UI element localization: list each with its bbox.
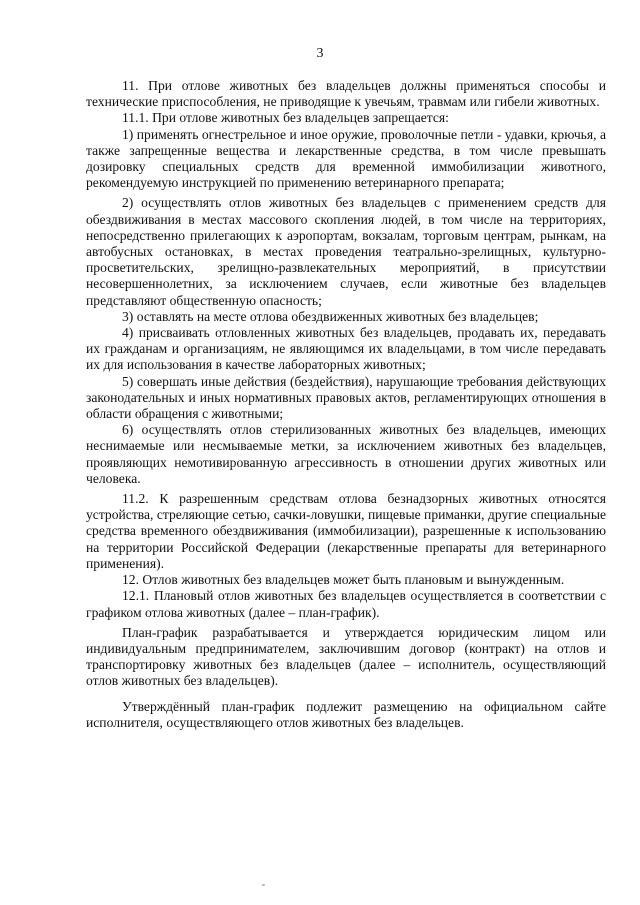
prohibition-item-3: 3) оставлять на месте отлова обездвиженных животных без владельцев;: [122, 308, 539, 324]
paragraph-11-2: 11.2. К разрешенным средствам отлова безнадзорных животных относятся устройства, стреляющие сетью, сачки-ловушки, пищевые приманки, другие специальные средства временного обездвиживания (иммобилизации), разрешенные к использованию на территории Российской Федерации (лекарственные препараты для ветеринарного применения).: [86, 491, 606, 571]
document-body: [86, 78, 606, 731]
plan-schedule-publication-paragraph: Утверждённый план-график подлежит размещению на официальном сайте исполнителя, осуществляющего отлов животных без владельцев.: [86, 698, 606, 730]
prohibition-item-2: 2) осуществлять отлов животных без владельцев с применением средств для обездвиживания в местах массового скопления людей, в том числе на территориях, непосредственно прилегающих к аэропортам, вокзалам, торговым центрам, рынкам, на автобусных остановках, в местах проведения театрально-зрелищных, культурно-просветительских, зрелищно-развлекательных мероприятий, в присутствии несовершеннолетних, за исключением случаев, если животные без владельцев представляют общественную опасность;: [86, 195, 606, 308]
scan-speck: [262, 884, 265, 886]
paragraph-12: 12. Отлов животных без владельцев может быть плановым и вынужденным.: [122, 572, 565, 588]
plan-schedule-paragraph: План-график разрабатывается и утверждается юридическим лицом или индивидуальным предпринимателем, заключившим договор (контракт) на отлов и транспортировку животных без владельцев (далее – исполнитель, осуществляющий отлов животных без владельцев).: [86, 624, 606, 689]
paragraph-11: 11. При отлове животных без владельцев должны применяться способы и технические приспособления, не приводящие к увечьям, травмам или гибели животных.: [86, 78, 606, 110]
prohibition-item-4: 4) присваивать отловленных животных без владельцев, продавать их, передавать их гражданам и организациям, не являющимся их владельцами, в том числе передавать их для использования в качестве лабораторных животных;: [86, 325, 606, 373]
page-number: 3: [316, 46, 324, 61]
paragraph-11-1: 11.1. При отлове животных без владельцев запрещается:: [122, 110, 449, 126]
prohibition-item-1: 1) применять огнестрельное и иное оружие, проволочные петли - удавки, крючья, а также запрещенные вещества и лекарственные средства, в том числе превышать дозировку специальных средств для временной иммобилизации животного, рекомендуемую инструкцией по применению ветеринарного препарата;: [86, 126, 606, 191]
prohibition-item-5: 5) совершать иные действия (бездействия), нарушающие требования действующих законодательных и иных нормативных правовых актов, регламентирующих отношения в области обращения с животными;: [86, 373, 606, 422]
paragraph-12-1: 12.1. Плановый отлов животных без владельцев осуществляется в соответствии с графиком отлова животных (далее – план-график).: [86, 588, 606, 620]
prohibition-item-6: 6) осуществлять отлов стерилизованных животных без владельцев, имеющих неснимаемые или несмываемые метки, за исключением животных без владельцев, проявляющих немотивированную агрессивность в отношении других животных или человека.: [86, 422, 606, 486]
